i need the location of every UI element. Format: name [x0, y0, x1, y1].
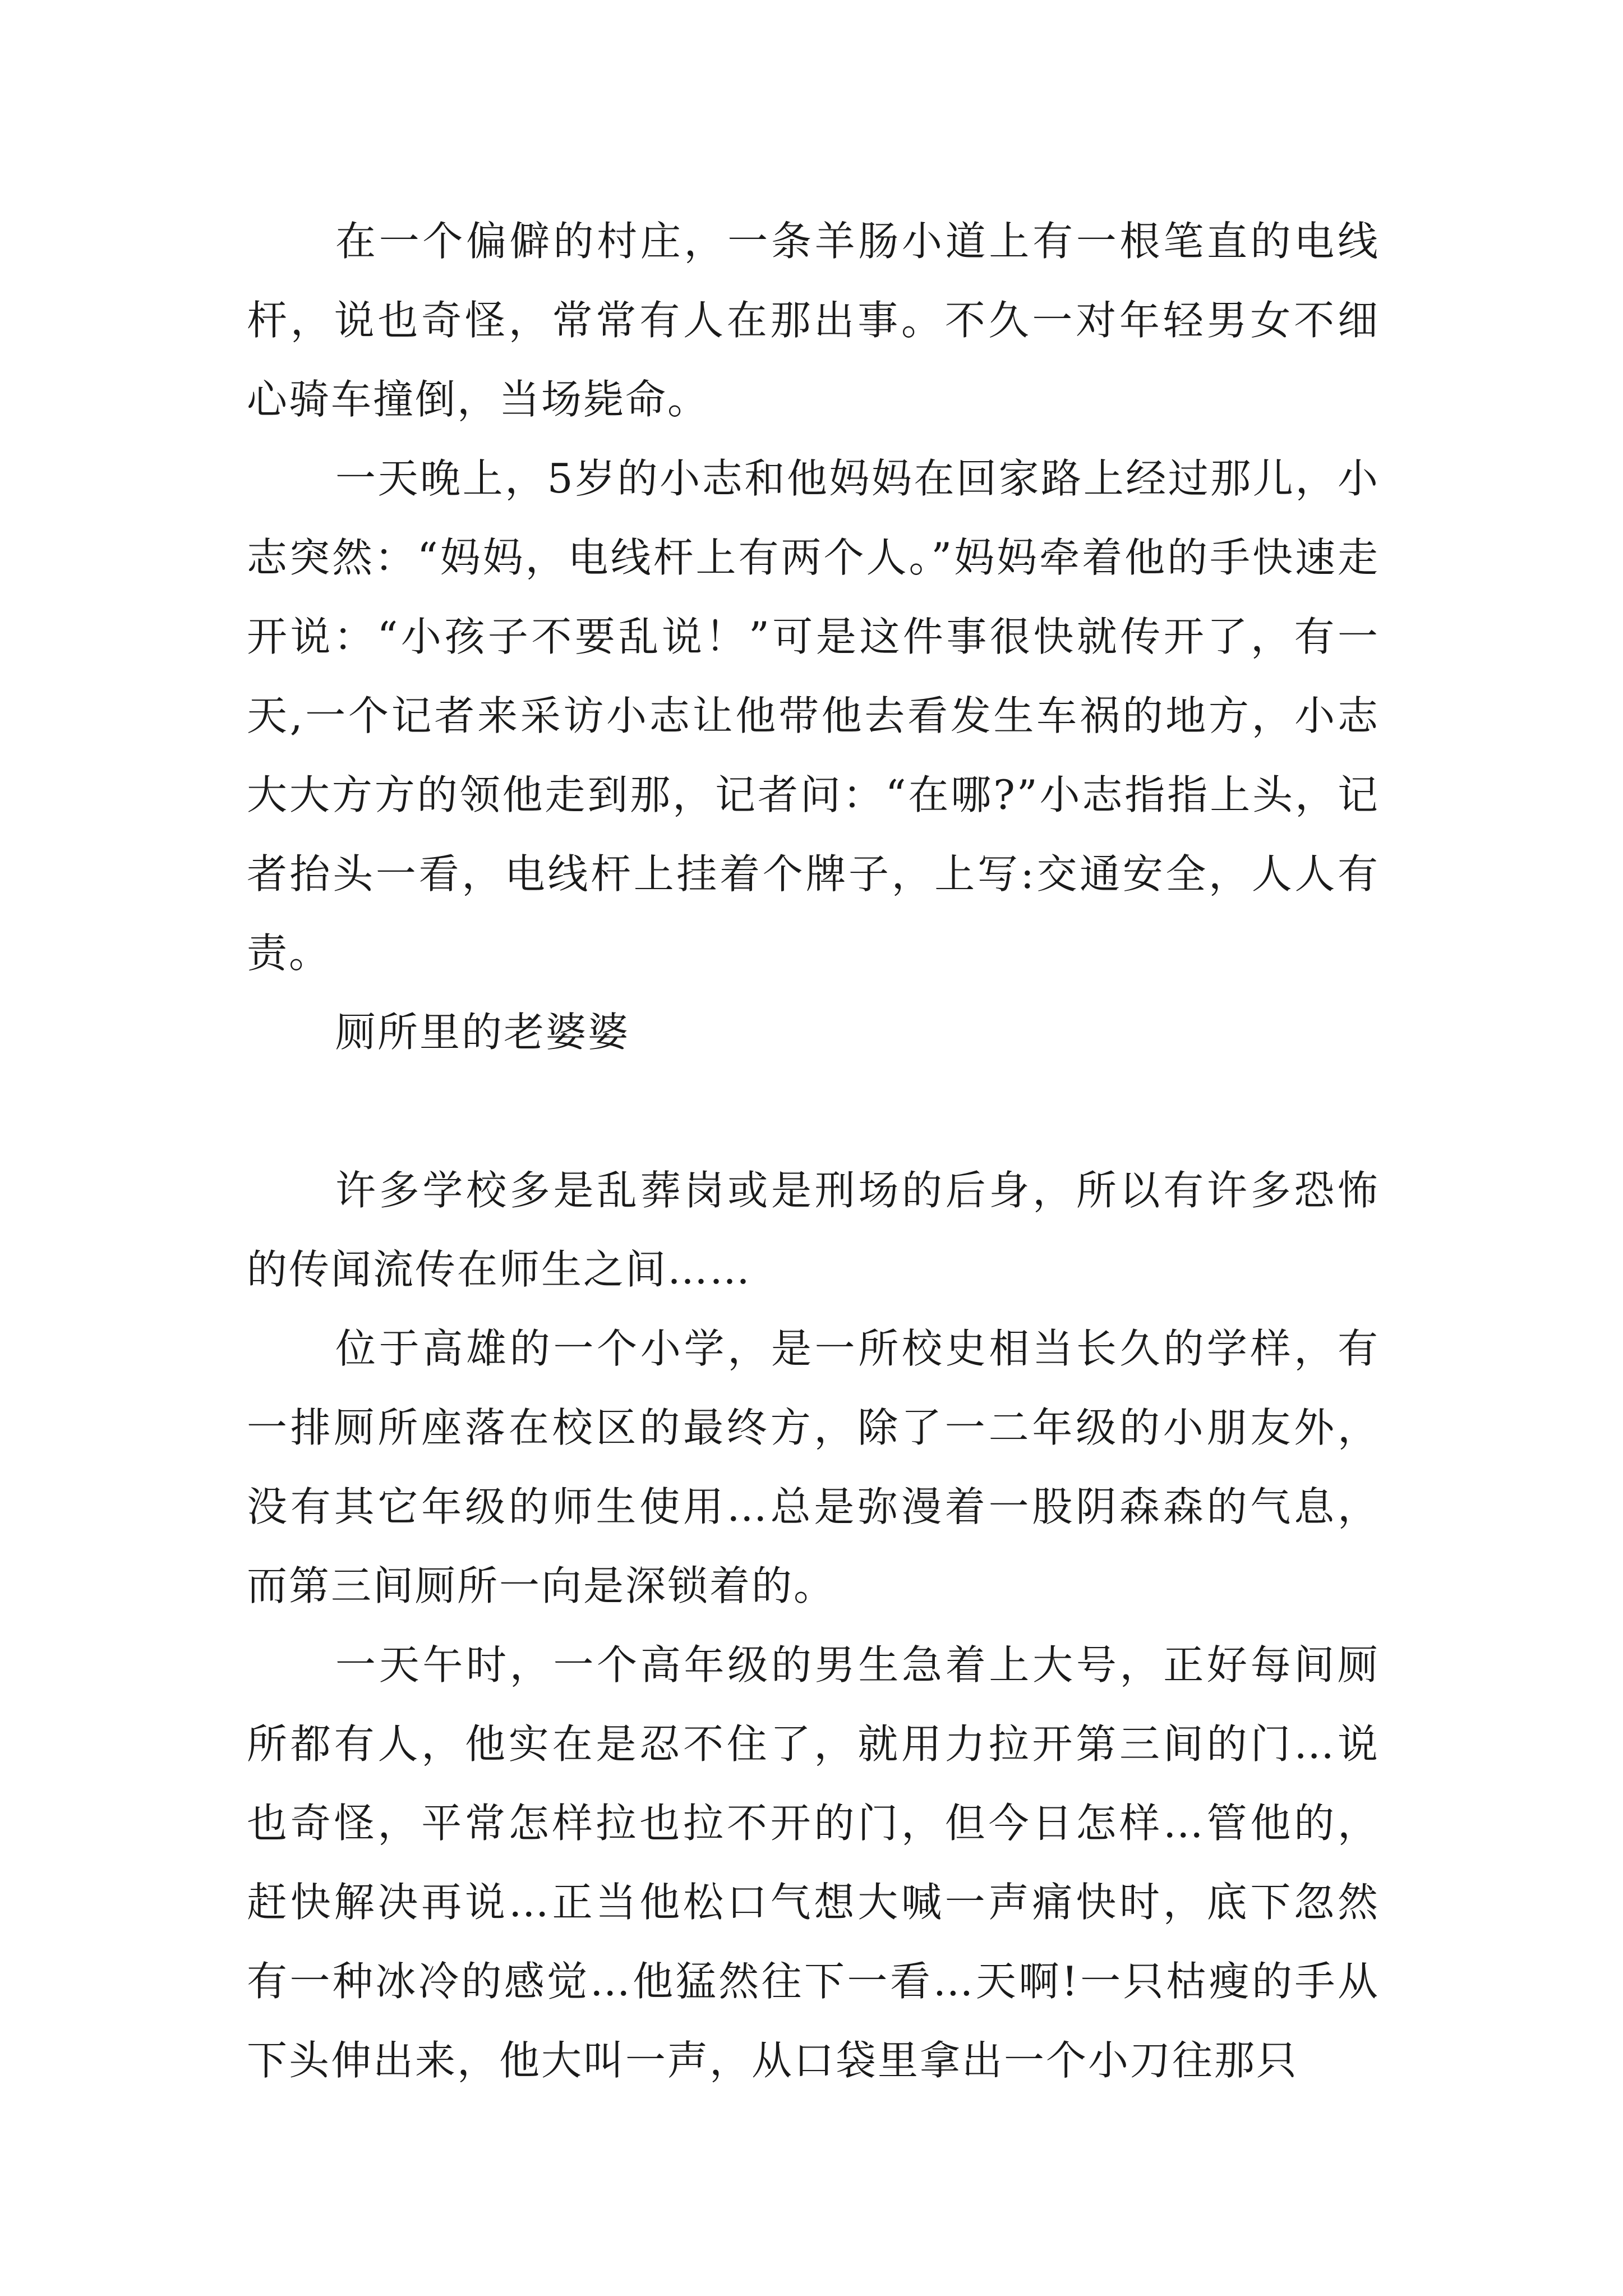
paragraph-school-rumors: 许多学校多是乱葬岗或是刑场的后身，所以有许多恐怖的传闻流传在师生之间…… — [247, 1167, 1380, 1293]
section-heading: 厕所里的老婆婆 — [335, 1009, 630, 1056]
paragraph-xiaozhi: 一天晚上，5岁的小志和他妈妈在回家路上经过那儿，小志突然：“妈妈，电线杆上有两个人。”妈妈牵着他的手快速走开说：“小孩子不要乱说！”可是这件事很快就传开了，有一天,一个记者来采访小志让他带他去看发生车祸的地方，小志大大方方的领他走到那，记者问：“在哪?”小志指指上头，记者抬头一看，电线杆上挂着个牌子，上写:交通安全，人人有责。 — [247, 455, 1380, 977]
paragraph-third-stall: 一天午时，一个高年级的男生急着上大号，正好每间厕所都有人，他实在是忍不住了，就用力拉开第三间的门…说也奇怪，平常怎样拉也拉不开的门，但今日怎样…管他的，赶快解决再说…正当他松口气想大喊一声痛快时，底下忽然有一种冰冷的感觉…他猛然往下一看…天啊!一只枯瘦的手从下头伸出来，他大叫一声，从口袋里拿出一个小刀往那只 — [247, 1641, 1380, 2084]
paragraph-kaohsiung-school: 位于高雄的一个小学，是一所校史相当长久的学样，有一排厕所座落在校区的最终方，除了一二年级的小朋友外，没有其它年级的师生使用…总是弥漫着一股阴森森的气息，而第三间厕所一向是深锁着的。 — [247, 1325, 1380, 1609]
paragraph-electric-pole: 在一个偏僻的村庄，一条羊肠小道上有一根笔直的电线杆，说也奇怪，常常有人在那出事。不久一对年轻男女不细心骑车撞倒，当场毙命。 — [247, 218, 1380, 423]
document-body — [247, 202, 1380, 2100]
blank-line — [247, 1072, 1380, 1151]
